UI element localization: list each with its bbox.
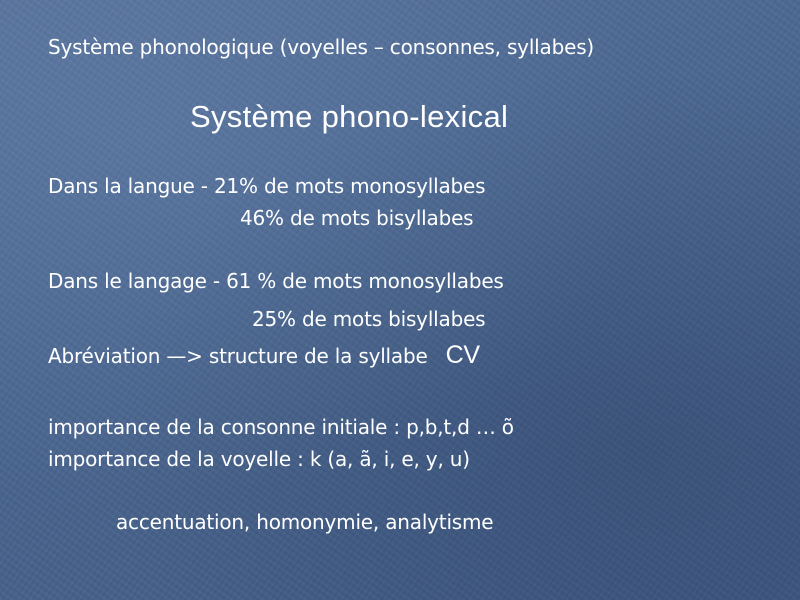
consonne-line: importance de la consonne initiale : p,b,t,d … õ (48, 415, 514, 439)
langue-line-1: Dans la langue - 21% de mots monosyllabes (48, 174, 486, 198)
langage-line-1: Dans le langage - 61 % de mots monosyllabes (48, 269, 504, 293)
langue-line-2: 46% de mots bisyllabes (240, 206, 474, 230)
abreviation-text: Abréviation —> structure de la syllabe (48, 344, 428, 368)
langage-line-2: 25% de mots bisyllabes (252, 307, 486, 331)
cv-label: CV (445, 341, 480, 369)
final-line: accentuation, homonymie, analytisme (116, 510, 494, 534)
slide-header: Système phonologique (voyelles – consonnes, syllabes) (48, 35, 595, 59)
voyelle-line: importance de la voyelle : k (a, ã, i, e, y, u) (48, 447, 470, 471)
abreviation-line (48, 343, 480, 368)
slide-title: Système phono-lexical (190, 99, 509, 134)
